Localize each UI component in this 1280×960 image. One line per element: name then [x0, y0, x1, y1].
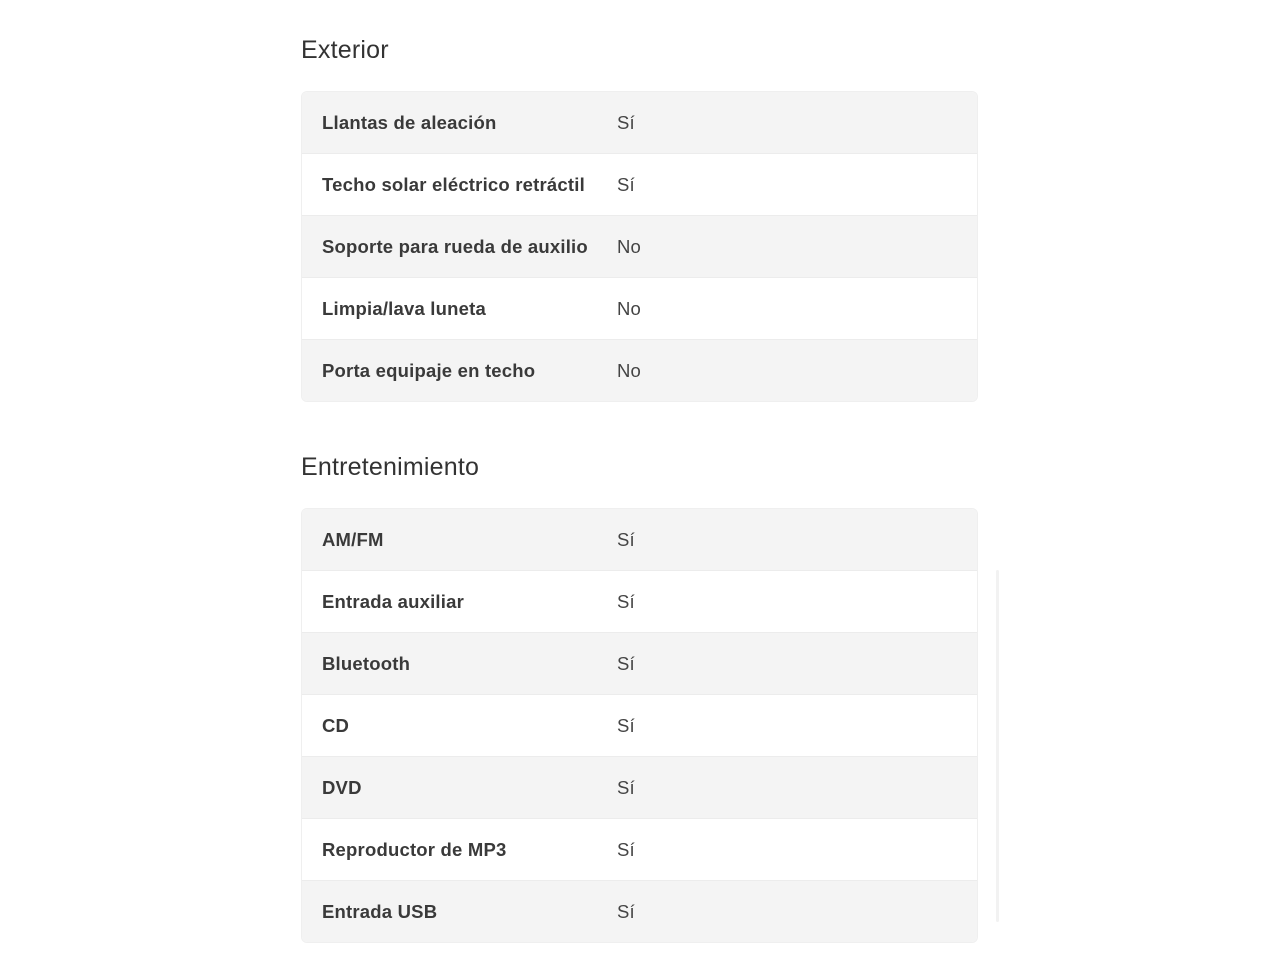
table-row [302, 216, 977, 278]
spec-value: Sí [617, 714, 635, 736]
table-row [302, 278, 977, 340]
spec-label: Techo solar eléctrico retráctil [322, 173, 585, 195]
table-row [302, 92, 977, 154]
spec-value: No [617, 297, 642, 319]
table-row [302, 571, 977, 633]
spec-value: Sí [617, 838, 635, 860]
table-row [302, 695, 977, 757]
spec-value: No [617, 359, 642, 381]
spec-table-exterior [301, 91, 978, 402]
spec-value: No [617, 235, 642, 257]
table-row [302, 154, 977, 216]
spec-value: Sí [617, 900, 635, 922]
spec-label: Bluetooth [322, 652, 411, 674]
spec-label: Llantas de aleación [322, 111, 497, 133]
spec-value: Sí [617, 652, 635, 674]
table-row [302, 881, 977, 942]
spec-label: Reproductor de MP3 [322, 838, 507, 860]
spec-value: Sí [617, 111, 635, 133]
spec-value: Sí [617, 776, 635, 798]
spec-label: DVD [322, 776, 362, 798]
spec-label: Entrada USB [322, 900, 438, 922]
spec-label: AM/FM [322, 528, 384, 550]
spec-value: Sí [617, 528, 635, 550]
table-row [302, 509, 977, 571]
section-title-exterior: Exterior [301, 36, 389, 64]
table-row [302, 340, 977, 401]
section-title-entretenimiento: Entretenimiento [301, 453, 480, 481]
table-row [302, 633, 977, 695]
spec-label: Limpia/lava luneta [322, 297, 486, 319]
table-row [302, 757, 977, 819]
spec-label: CD [322, 714, 350, 736]
spec-value: Sí [617, 590, 635, 612]
spec-label: Porta equipaje en techo [322, 359, 536, 381]
spec-label: Soporte para rueda de auxilio [322, 235, 588, 257]
table-row [302, 819, 977, 881]
spec-value: Sí [617, 173, 635, 195]
spec-table-entretenimiento [301, 508, 978, 943]
specs-content [301, 0, 978, 943]
spec-label: Entrada auxiliar [322, 590, 465, 612]
scrollbar[interactable] [996, 570, 999, 922]
